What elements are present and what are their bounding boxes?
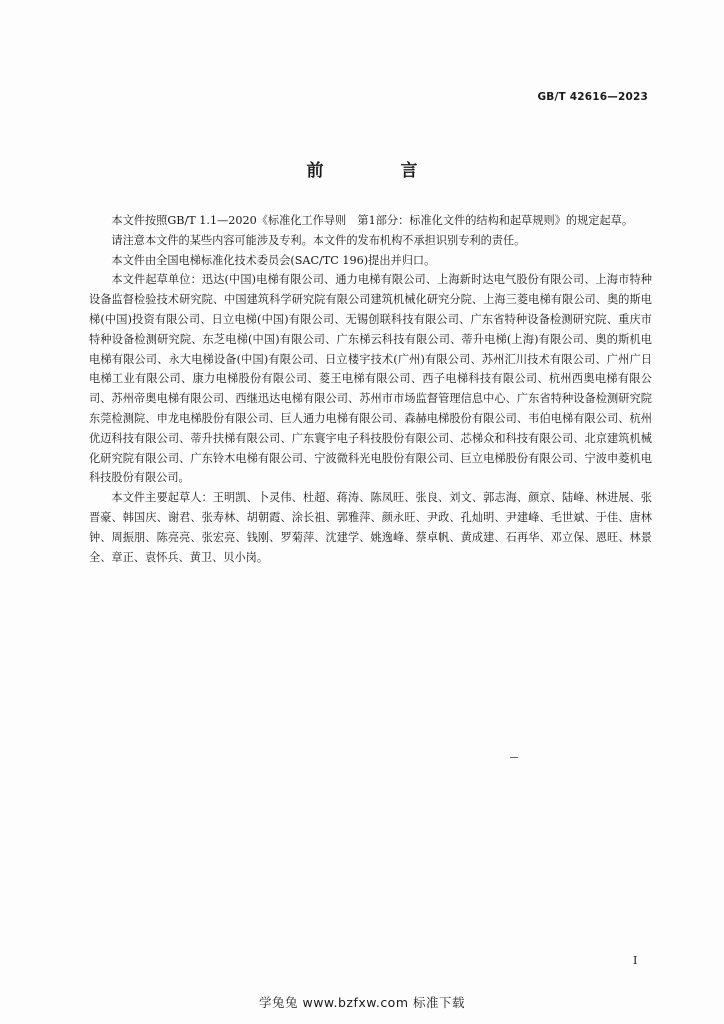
- paragraph-drafting-units: 本文件起草单位：迅达(中国)电梯有限公司、通力电梯有限公司、上海新时达电气股份有限公司、上海市特种设备监督检验技术研究院、中国建筑科学研究院有限公司建筑机械化研究分院、上海三菱电梯有限公司、奥的斯电梯(中国)投资有限公司、日立电梯(中国)有限公司、无锡创联科技有限公司、广东省特种设备检测研究院、重庆市特种设备检测研究院、东芝电梯(中国)有限公司、广东梯云科技有限公司、蒂升电梯(上海)有限公司、奥的斯机电电梯有限公司、永大电梯设备(中国)有限公司、日立楼宇技术(广州)有限公司、苏州汇川技术有限公司、广州广日电梯工业有限公司、康力电梯股份有限公司、菱王电梯有限公司、西子电梯科技有限公司、杭州西奥电梯有限公司、苏州帝奥电梯有限公司、西继迅达电梯有限公司、苏州市市场监督管理信息中心、广东省特种设备检测研究院东莞检测院、申龙电梯股份有限公司、巨人通力电梯有限公司、森赫电梯股份有限公司、韦伯电梯有限公司、杭州优迈科技有限公司、蒂升扶梯有限公司、广东寰宇电子科技股份有限公司、芯梯众和科技有限公司、北京建筑机械化研究院有限公司、广东铃木电梯有限公司、宁波微科光电股份有限公司、巨立电梯股份有限公司、宁波申菱机电科技股份有限公司。: [89, 273, 652, 485]
- page-title: 前 言: [306, 161, 448, 181]
- paragraph-drafting-rules: 本文件按照GB/T 1.1—2020《标准化工作导则 第1部分：标准化文件的结构和起草规则》的规定起草。: [111, 214, 634, 227]
- paragraph-patent-notice: 请注意本文件的某些内容可能涉及专利。本文件的发布机构不承担识别专利的责任。: [111, 233, 526, 247]
- scan-mark: [510, 757, 518, 758]
- paragraph-proposer: 本文件由全国电梯标准化技术委员会(SAC/TC 196)提出并归口。: [111, 253, 436, 267]
- page-number: I: [633, 954, 638, 967]
- watermark-text: 学兔兔 www.bzfxw.com 标准下载: [259, 995, 465, 1010]
- standard-code: GB/T 42616—2023: [537, 91, 648, 103]
- foreword-body: [89, 211, 652, 567]
- paragraph-drafters: 本文件主要起草人：王明凯、卜灵伟、杜超、蒋涛、陈凤旺、张良、刘文、郭志海、颜京、陆峰、林进展、张晋豪、韩国庆、谢君、张寿林、胡朝霞、涂长祖、郭雅萍、颜永旺、尹政、孔灿明、尹建峰、毛世斌、于佳、唐林钟、周振朋、陈亮亮、张宏亮、钱刚、罗菊萍、沈建学、姚逸峰、蔡卓帆、黄成建、石再华、邓立保、恩旺、林景全、章正、袁怀兵、黄卫、贝小岗。: [89, 491, 652, 564]
